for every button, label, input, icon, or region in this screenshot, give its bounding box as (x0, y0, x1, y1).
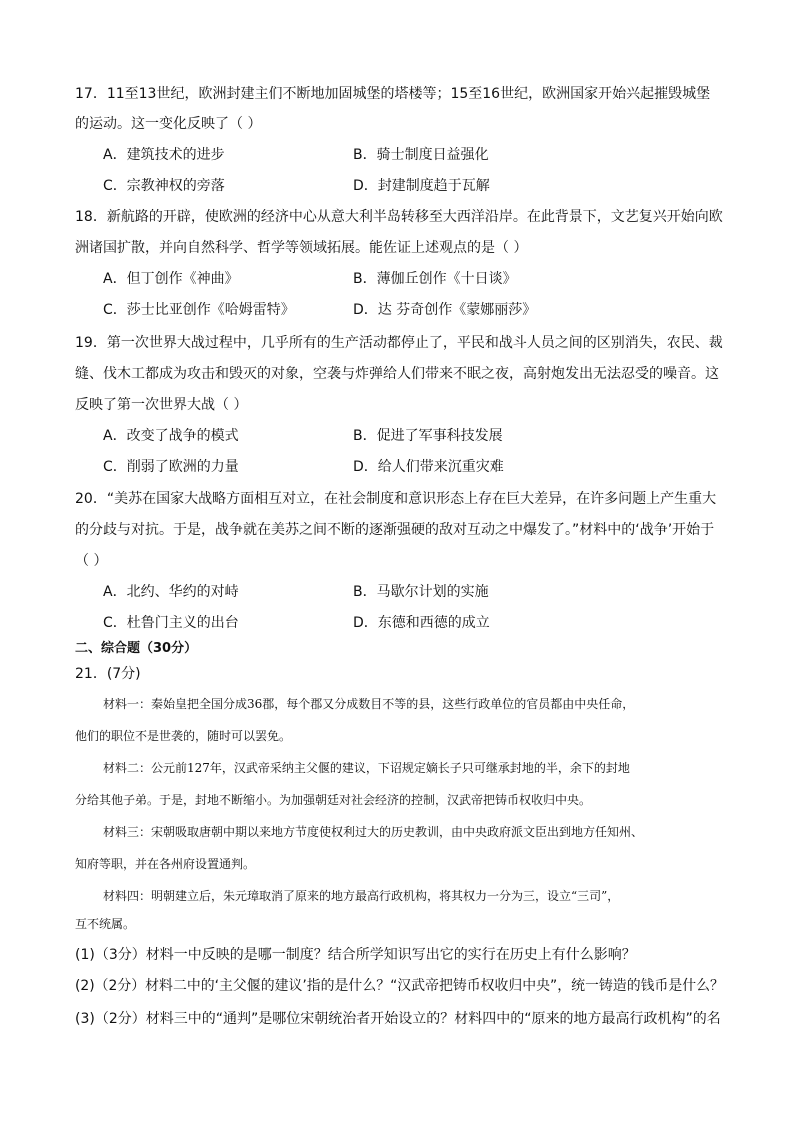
q17-option-c: C．宗教神权的旁落 (103, 178, 225, 194)
q21-subquestion-1: (1)（3分）材料一中反映的是哪一制度？结合所学知识写出它的实行在历史上有什么影响？ (75, 947, 636, 963)
material-4-line1: 材料四：明朝建立后，朱元璋取消了原来的地方最高行政机构，将其权力一分为三，设立“三司”， (103, 889, 620, 903)
q20-option-d: D．东德和西德的成立 (353, 615, 490, 631)
q17-stem-line2: 的运动。这一变化反映了（ ） (75, 116, 262, 132)
material-3-line1: 材料三：宋朝吸取唐朝中期以来地方节度使权利过大的历史教训，由中央政府派文臣出到地方任知州、 (103, 825, 644, 839)
q18-option-b: B．薄伽丘创作《十日谈》 (353, 271, 517, 287)
q19-stem-line2: 缝、伐木工都成为攻击和毁灭的对象，空袭与炸弹给人们带来不眠之夜，高射炮发出无法忍受的噪音。这 (75, 366, 719, 382)
q20-option-c: C．杜鲁门主义的出台 (103, 615, 239, 631)
q20-option-a: A．北约、华约的对峙 (103, 584, 239, 600)
material-4-line2: 互不统属。 (75, 917, 136, 931)
q19-option-d: D．给人们带来沉重灾难 (353, 459, 504, 475)
q21-subquestion-2: (2)（2分）材料二中的‘主父偃的建议’指的是什么？“汉武帝把铸币权收归中央”，统一铸造的钱币是什么？ (75, 978, 724, 994)
material-1-line1: 材料一：秦始皇把全国分成36郡，每个郡又分成数目不等的县，这些行政单位的官员都由中央任命， (103, 697, 635, 711)
q19-option-a: A．改变了战争的模式 (103, 428, 239, 444)
material-2-line1: 材料二：公元前127年，汉武帝采纳主父偃的建议，下诏规定嫡长子只可继承封地的半，余下的封地 (103, 761, 630, 775)
q17-option-a: A．建筑技术的进步 (103, 147, 225, 163)
q18-option-c: C．莎士比亚创作《哈姆雷特》 (103, 302, 295, 318)
q18-stem-line1: 18．新航路的开辟，使欧洲的经济中心从意大利半岛转移至大西洋沿岸。在此背景下，文艺复兴开始向欧 (75, 209, 723, 225)
q19-stem-line3: 反映了第一次世界大战（ ） (75, 397, 248, 413)
q19-stem-line1: 19．第一次世界大战过程中，几乎所有的生产活动都停止了，平民和战斗人员之间的区别消失，农民、裁 (75, 335, 723, 351)
q20-stem-line2: 的分歧与对抗。于是，战争就在美苏之间不断的逐渐强硬的敌对互动之中爆发了。”材料中的‘战争’开始于 (75, 522, 715, 538)
q17-option-d: D．封建制度趋于瓦解 (353, 178, 490, 194)
q20-option-b: B．马歇尔计划的实施 (353, 584, 489, 600)
material-2-line2: 分给其他子弟。于是，封地不断缩小。为加强朝廷对社会经济的控制，汉武帝把铸币权收归中央。 (75, 793, 592, 807)
section-heading: 二、综合题（30分） (75, 641, 198, 656)
q18-stem-line2: 洲诸国扩散，并向自然科学、哲学等领域拓展。能佐证上述观点的是（ ） (75, 240, 528, 256)
q18-option-d: D．达 芬奇创作《蒙娜丽莎》 (353, 302, 537, 318)
q19-option-c: C．削弱了欧洲的力量 (103, 459, 239, 475)
q20-stem-line1: 20．“美苏在国家大战略方面相互对立，在社会制度和意识形态上存在巨大差异，在许多问题上产生重大 (75, 491, 717, 507)
q21-subquestion-3: (3)（2分）材料三中的“通判”是哪位宋朝统治者开始设立的？材料四中的“原来的地方最高行政机构”的名 (75, 1011, 721, 1027)
q20-stem-line3: （ ） (75, 553, 108, 569)
q21-heading: 21．(7分) (75, 666, 141, 682)
q19-option-b: B．促进了军事科技发展 (353, 428, 503, 444)
q17-option-b: B．骑士制度日益强化 (353, 147, 489, 163)
q18-option-a: A．但丁创作《神曲》 (103, 271, 239, 287)
material-1-line2: 他们的职位不是世袭的，随时可以罢免。 (75, 729, 292, 743)
material-3-line2: 知府等职，并在各州府设置通判。 (75, 857, 256, 871)
q17-stem-line1: 17．11至13世纪，欧洲封建主们不断地加固城堡的塔楼等；15至16世纪，欧洲国家开始兴起摧毁城堡 (75, 86, 711, 102)
